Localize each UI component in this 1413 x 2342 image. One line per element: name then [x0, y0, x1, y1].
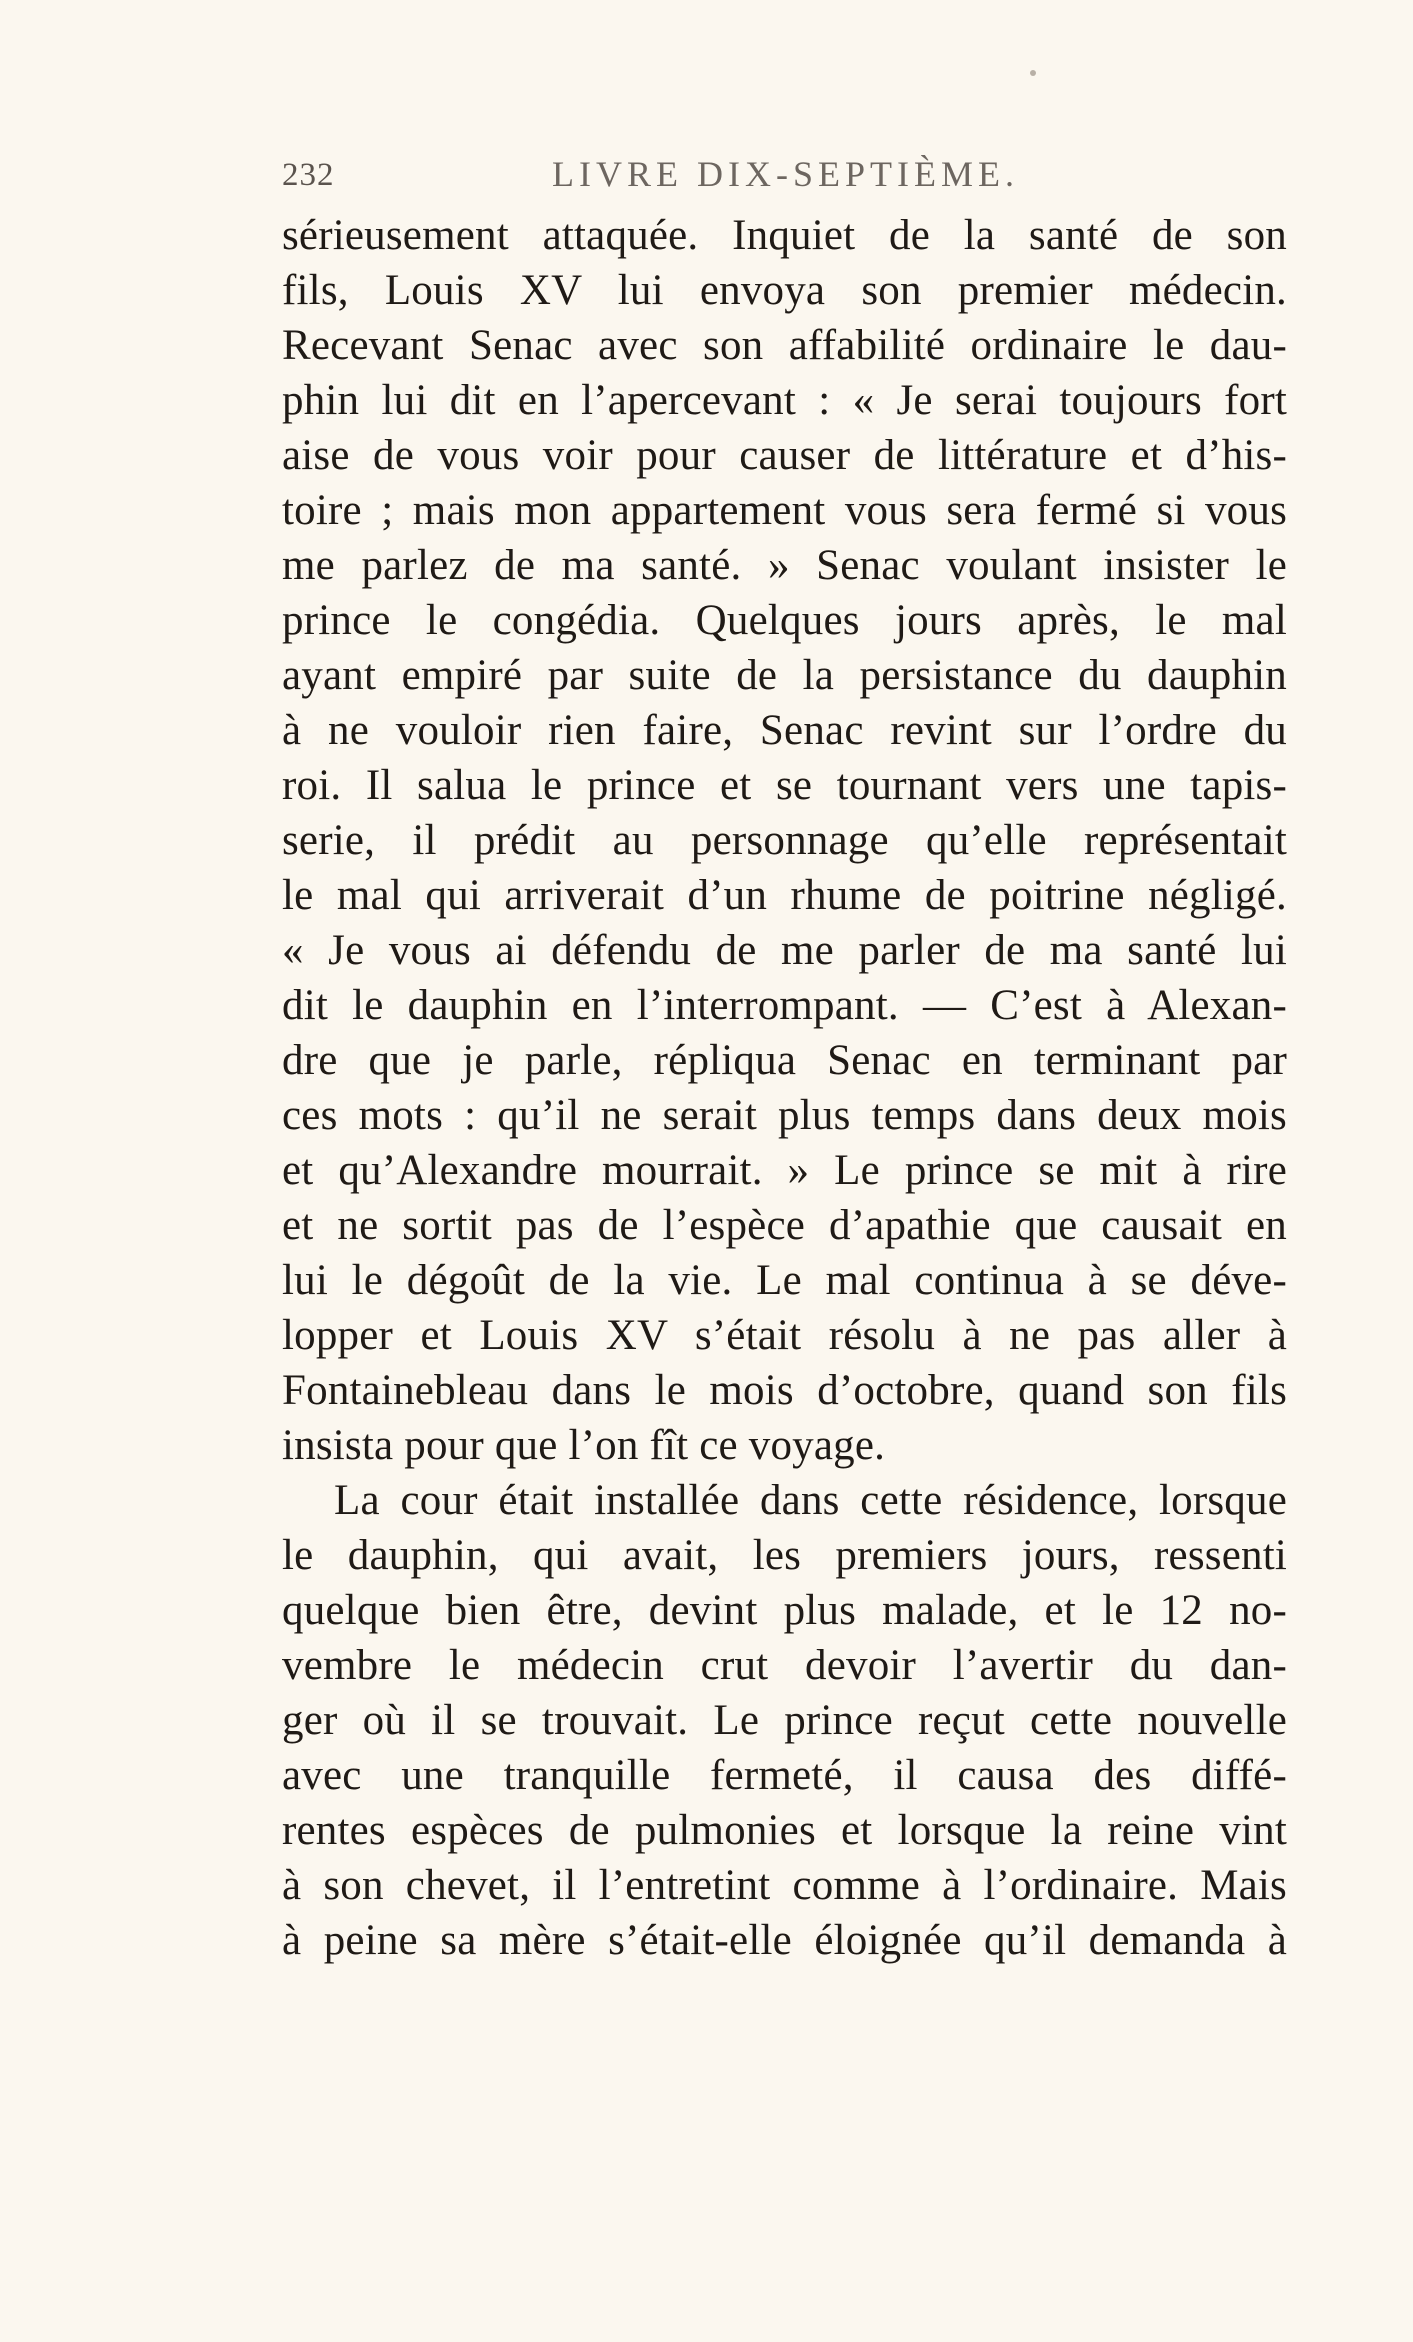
text-line: le mal qui arriverait d’un rhume de poitrine négligé. [282, 872, 1287, 919]
text-line: toire ; mais mon appartement vous sera fermé si vous [282, 487, 1287, 534]
text-line: ces mots : qu’il ne serait plus temps dans deux mois [282, 1092, 1287, 1139]
text-line: à ne vouloir rien faire, Senac revint sur l’ordre du [282, 707, 1287, 754]
page-header [282, 150, 1287, 192]
text-line: lui le dégoût de la vie. Le mal continua à se déve- [282, 1257, 1287, 1304]
text-line: serie, il prédit au personnage qu’elle représentait [282, 817, 1287, 864]
text-line: aise de vous voir pour causer de littérature et d’his- [282, 432, 1287, 479]
text-line: à son chevet, il l’entretint comme à l’ordinaire. Mais [282, 1862, 1287, 1909]
text-line: rentes espèces de pulmonies et lorsque la reine vint [282, 1807, 1287, 1854]
text-line: ger où il se trouvait. Le prince reçut cette nouvelle [282, 1697, 1287, 1744]
page-number: 232 [282, 157, 335, 193]
text-line: lopper et Louis XV s’était résolu à ne pas aller à [282, 1312, 1287, 1359]
text-line: le dauphin, qui avait, les premiers jours, ressenti [282, 1532, 1287, 1579]
paragraph-end-line: insista pour que l’on fît ce voyage. [282, 1422, 886, 1469]
text-line: dit le dauphin en l’interrompant. — C’est à Alexan- [282, 982, 1287, 1029]
text-line: et ne sortit pas de l’espèce d’apathie que causait en [282, 1202, 1287, 1249]
text-line: avec une tranquille fermeté, il causa des diffé- [282, 1752, 1287, 1799]
running-title: LIVRE DIX-SEPTIÈME. [552, 154, 1019, 194]
text-line: me parlez de ma santé. » Senac voulant insister le [282, 542, 1287, 589]
text-line: quelque bien être, devint plus malade, et le 12 no- [282, 1587, 1287, 1634]
text-line: roi. Il salua le prince et se tournant vers une tapis- [282, 762, 1287, 809]
book-text [282, 208, 1287, 1968]
text-line: Fontainebleau dans le mois d’octobre, quand son fils [282, 1367, 1287, 1414]
text-line: et qu’Alexandre mourrait. » Le prince se mit à rire [282, 1147, 1287, 1194]
text-line: prince le congédia. Quelques jours après, le mal [282, 597, 1287, 644]
text-line: dre que je parle, répliqua Senac en terminant par [282, 1037, 1287, 1084]
text-line: sérieusement attaquée. Inquiet de la santé de son [282, 212, 1287, 259]
paragraph-start-line: La cour était installée dans cette résidence, lorsque [334, 1477, 1287, 1524]
text-line: vembre le médecin crut devoir l’avertir du dan- [282, 1642, 1287, 1689]
text-line: Recevant Senac avec son affabilité ordinaire le dau- [282, 322, 1287, 369]
text-line: « Je vous ai défendu de me parler de ma santé lui [282, 927, 1287, 974]
text-line: à peine sa mère s’était-elle éloignée qu’il demanda à [282, 1917, 1287, 1964]
text-line: fils, Louis XV lui envoya son premier médecin. [282, 267, 1287, 314]
printed-dot [1030, 70, 1036, 76]
text-line: phin lui dit en l’apercevant : « Je serai toujours fort [282, 377, 1287, 424]
text-line: ayant empiré par suite de la persistance du dauphin [282, 652, 1287, 699]
